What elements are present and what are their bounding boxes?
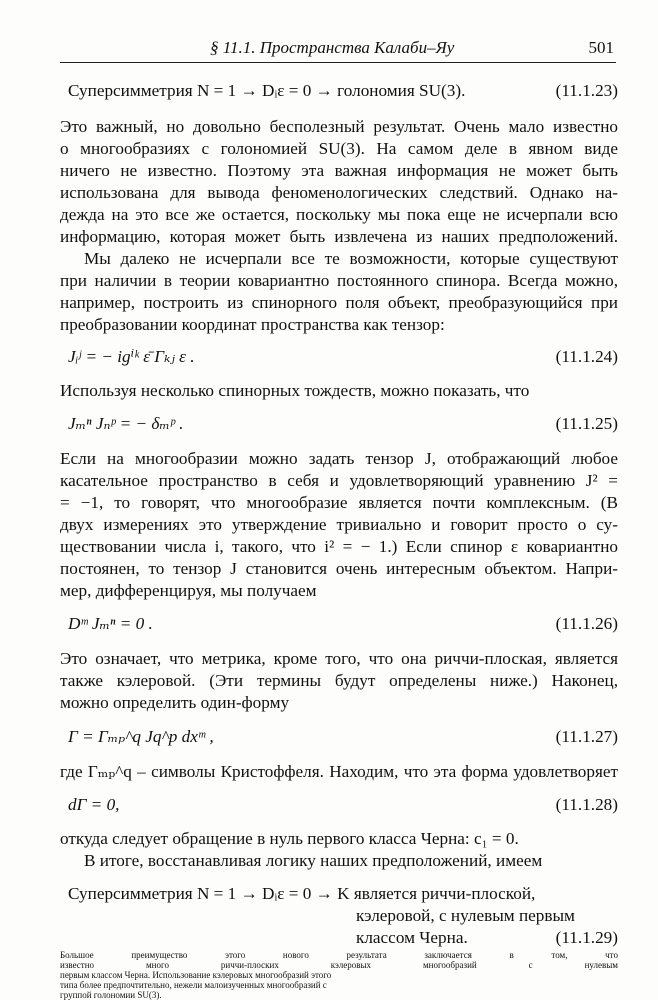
text-line: использована для вывода феноменологических следствий. Однако на- <box>60 183 618 202</box>
equation-11-1-25: Jₘⁿ Jₙᵖ = − δₘᵖ . <box>68 414 184 433</box>
text-line: двух измерениях это утверждение тривиально и говорит просто о су- <box>60 515 618 534</box>
equation-number: (11.1.29) <box>555 928 618 947</box>
text-line: также кэлеровой. (Эти термины будут определены ниже.) Наконец, <box>60 671 618 690</box>
text-line: известно много риччи-плоских кэлеровых многообразий с нулевым <box>60 960 618 970</box>
text-line: информацию, которая может быть извлечена из наших предположений. <box>60 227 618 246</box>
header-rule <box>60 62 616 63</box>
text-line: ничего не известно. Поэтому эта важная информация не может быть <box>60 161 618 180</box>
equation-number: (11.1.28) <box>555 795 618 814</box>
text-line: например, построить из спинорного поля объект, преобразующийся при <box>60 293 618 312</box>
text-line: преобразовании координат пространства как тензор: <box>60 315 445 334</box>
equation-number: (11.1.25) <box>555 414 618 433</box>
text-line: мер, дифференцируя, мы получаем <box>60 581 317 600</box>
equation-11-1-24: Jᵢʲ = − igⁱᵏ ε̄ Γₖⱼ ε . <box>68 347 195 366</box>
text-line: можно определить один-форму <box>60 693 290 712</box>
text-line: = −1, то говорят, что многообразие является почти комплексным. (В <box>60 493 618 512</box>
equation-11-1-29-line3: классом Черна. <box>356 928 468 947</box>
equation-number: (11.1.24) <box>555 347 618 366</box>
text-line: Если на многообразии можно задать тензор J, отображающий любое <box>60 449 618 468</box>
text-line: где Γₘₚ^q – символы Кристоффеля. Находим, что эта форма удовлетворяет <box>60 762 618 781</box>
text-line: типа более предпочтительно, нежели малоизученных многообразий с <box>60 980 327 990</box>
text-line: дежда на это все же остается, поскольку мы пока еще не исчерпали всю <box>60 205 618 224</box>
text-line: ществовании числа i, такого, что i² = − 1.) Если спинор ε ковариантно <box>60 537 618 556</box>
text-line: при наличии в теории ковариантно постоянного спинора. Всегда можно, <box>60 271 618 290</box>
equation-11-1-26: Dᵐ Jₘⁿ = 0 . <box>68 614 153 633</box>
page-number: 501 <box>588 38 614 57</box>
text-line: постоянен, то тензор J становится очень интересным объектом. Напри- <box>60 559 618 578</box>
text-line: касательное пространство в себя и удовлетворяющий уравнению J² = <box>60 471 618 490</box>
equation-11-1-23: Суперсимметрия N = 1 → Dᵢε = 0 → голономия SU(3). <box>68 81 466 100</box>
text-line: о многообразиях с голономией SU(3). На самом деле в явном виде <box>60 139 618 158</box>
running-title: § 11.1. Пространства Калаби–Яу <box>210 38 455 57</box>
equation-11-1-28: dΓ = 0, <box>68 795 120 814</box>
text-line: В итоге, восстанавливая логику наших предположений, имеем <box>84 851 543 870</box>
text-line: Используя несколько спинорных тождеств, можно показать, что <box>60 381 530 400</box>
text-line: откуда следует обращение в нуль первого класса Черна: c₁ = 0. <box>60 829 519 848</box>
equation-number: (11.1.27) <box>555 727 618 746</box>
text-line: первым классом Черна. Использование кэлеровых многообразий этого <box>60 970 332 980</box>
page-header <box>60 38 616 60</box>
equation-11-1-27: Γ = Γₘₚ^q Jq^p dxᵐ , <box>68 727 214 746</box>
text-line: Мы далеко не исчерпали все те возможности, которые существуют <box>84 249 618 268</box>
text-line: Это важный, но довольно бесполезный результат. Очень мало известно <box>60 117 618 136</box>
equation-11-1-29-line1: Суперсимметрия N = 1 → Dᵢε = 0 → K является риччи-плоской, <box>68 884 536 903</box>
text-line: Это означает, что метрика, кроме того, что она риччи-плоская, является <box>60 649 618 668</box>
text-line: группой голономии SU(3). <box>60 990 162 1000</box>
text-line: Большое преимущество этого нового результата заключается в том, что <box>60 950 618 960</box>
equation-number: (11.1.26) <box>555 614 618 633</box>
equation-number: (11.1.23) <box>555 81 618 100</box>
equation-11-1-29-line2: кэлеровой, с нулевым первым <box>356 906 575 925</box>
